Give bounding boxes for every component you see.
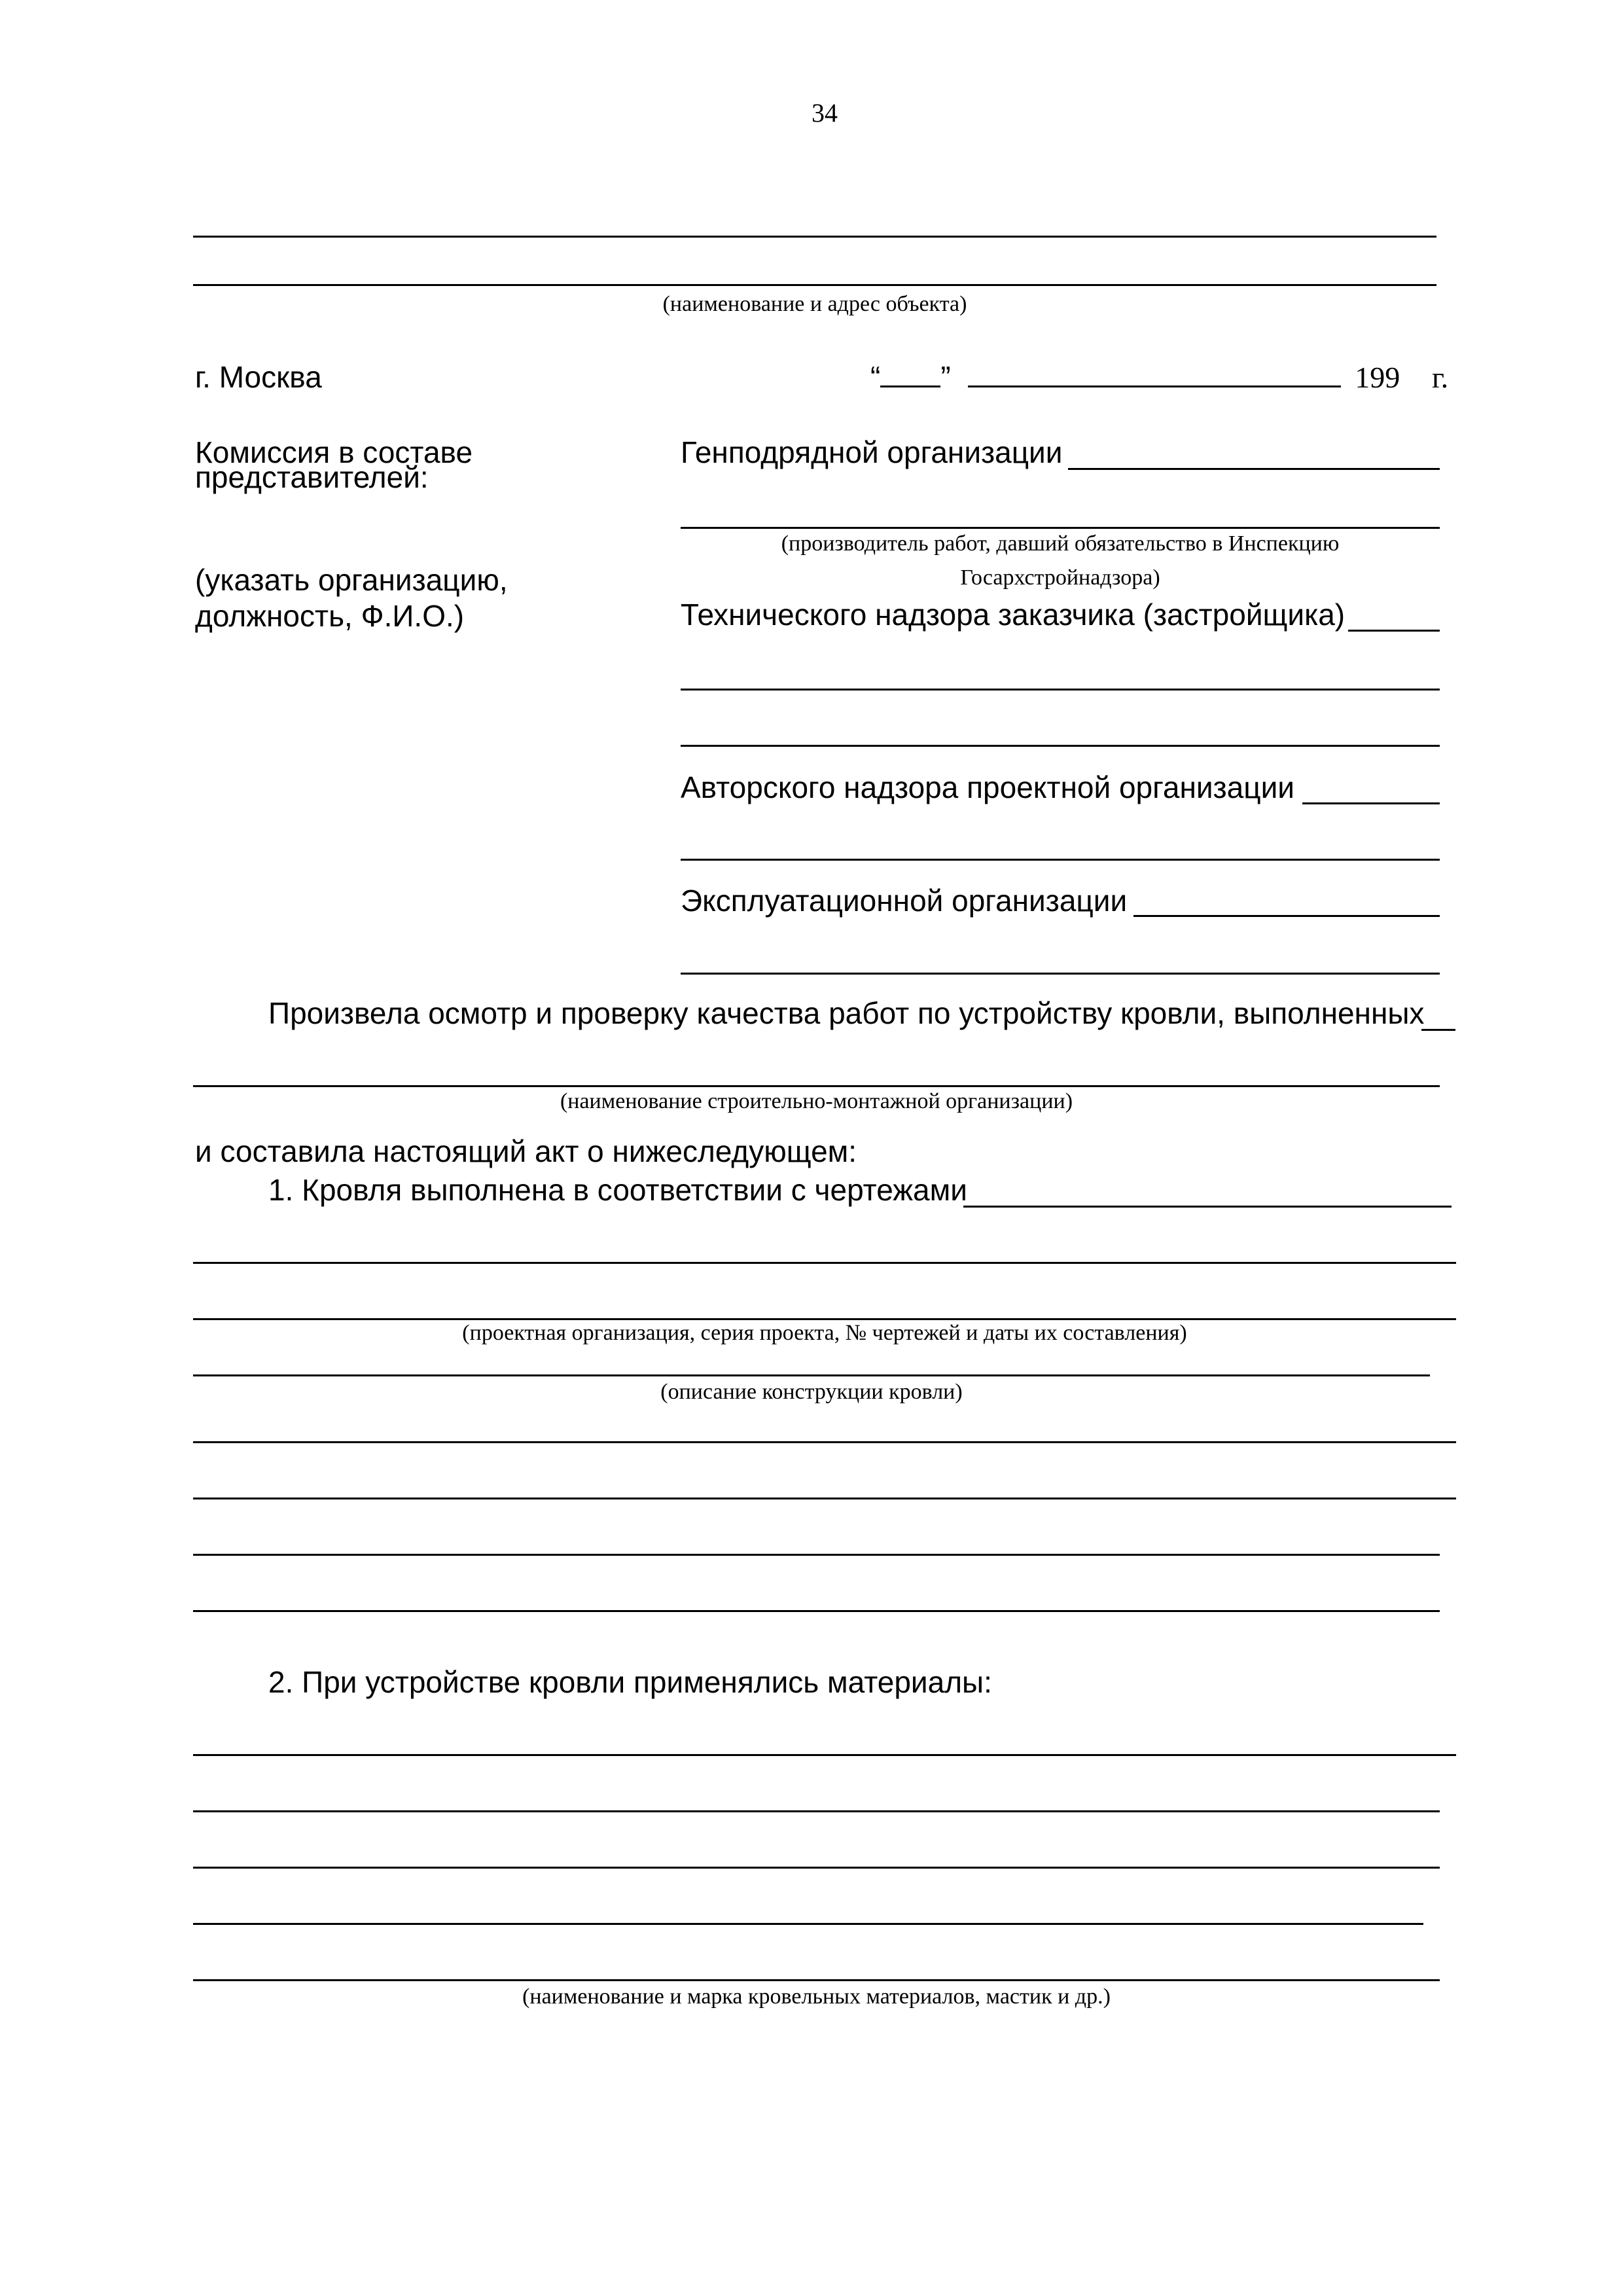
roof-description-line-4[interactable] xyxy=(193,1554,1440,1556)
item-1-text: 1. Кровля выполнена в соответствии с чертежами xyxy=(268,1173,967,1207)
date-quote-close: ” xyxy=(940,360,951,394)
materials-line-5[interactable] xyxy=(193,1979,1440,1981)
item-1-line-2[interactable] xyxy=(193,1262,1456,1264)
project-caption: (проектная организация, серия проекта, № чертежей и даты их составления) xyxy=(462,1321,1187,1345)
materials-line-3[interactable] xyxy=(193,1867,1440,1869)
commission-hint-line-1: (указать организацию, xyxy=(195,563,508,597)
object-name-line-2 xyxy=(193,284,1436,286)
act-text: и составила настоящий акт о нижеследующем: xyxy=(195,1134,857,1168)
operating-org-label: Эксплуатационной организации xyxy=(681,884,1128,918)
operating-org-line-2[interactable] xyxy=(681,973,1440,975)
year-prefix: 199 xyxy=(1355,361,1400,394)
commission-label-line-2: представителей: xyxy=(195,460,429,494)
materials-line-1[interactable] xyxy=(193,1754,1456,1756)
roof-description-caption: (описание конструкции кровли) xyxy=(660,1380,963,1404)
operating-org-blank[interactable] xyxy=(1133,915,1440,917)
inspection-blank[interactable] xyxy=(1421,1029,1455,1031)
day-blank[interactable] xyxy=(880,386,940,387)
materials-line-2[interactable] xyxy=(193,1810,1440,1812)
technical-supervision-line-3[interactable] xyxy=(681,745,1440,747)
commission-hint-line-2: должность, Ф.И.О.) xyxy=(195,599,465,633)
author-supervision-blank[interactable] xyxy=(1302,802,1440,804)
author-supervision-label: Авторского надзора проектной организации xyxy=(681,770,1294,804)
inspection-text: Произвела осмотр и проверку качества работ по устройству кровли, выполненных xyxy=(268,996,1425,1030)
contractor-line[interactable] xyxy=(193,1085,1440,1087)
date-quote-open: “ xyxy=(870,360,881,394)
month-blank[interactable] xyxy=(968,386,1341,387)
general-contractor-blank[interactable] xyxy=(1068,468,1440,470)
item-2-text: 2. При устройстве кровли применялись материалы: xyxy=(268,1665,992,1699)
object-name-line-1 xyxy=(193,236,1436,238)
item-1-blank[interactable] xyxy=(963,1206,1452,1208)
page-number: 34 xyxy=(812,98,838,128)
producer-caption-line-2: Госархстройнадзора) xyxy=(960,565,1160,590)
roof-description-line-3[interactable] xyxy=(193,1498,1456,1499)
materials-line-4[interactable] xyxy=(193,1923,1423,1925)
author-supervision-line-2[interactable] xyxy=(681,859,1440,861)
commission-label-line-1: Комиссия в составе xyxy=(195,435,473,469)
technical-supervision-label: Технического надзора заказчика (застройщика) xyxy=(681,598,1346,632)
general-contractor-label: Генподрядной организации xyxy=(681,435,1063,469)
roof-description-line[interactable] xyxy=(193,1374,1430,1376)
general-contractor-line-2[interactable] xyxy=(681,527,1440,529)
item-1-line-3[interactable] xyxy=(193,1318,1456,1320)
year-suffix: г. xyxy=(1432,361,1449,394)
technical-supervision-line-2[interactable] xyxy=(681,689,1440,691)
contractor-caption: (наименование строительно-монтажной организации) xyxy=(560,1089,1073,1113)
producer-caption-line-1: (производитель работ, давший обязательство в Инспекцию xyxy=(781,531,1340,556)
city-label: г. Москва xyxy=(195,360,322,394)
date-field xyxy=(870,360,1448,395)
roof-description-line-2[interactable] xyxy=(193,1441,1456,1443)
object-caption: (наименование и адрес объекта) xyxy=(662,292,967,316)
materials-caption: (наименование и марка кровельных материалов, мастик и др.) xyxy=(522,1984,1111,2009)
technical-supervision-blank[interactable] xyxy=(1348,630,1440,632)
roof-description-line-5[interactable] xyxy=(193,1610,1440,1612)
